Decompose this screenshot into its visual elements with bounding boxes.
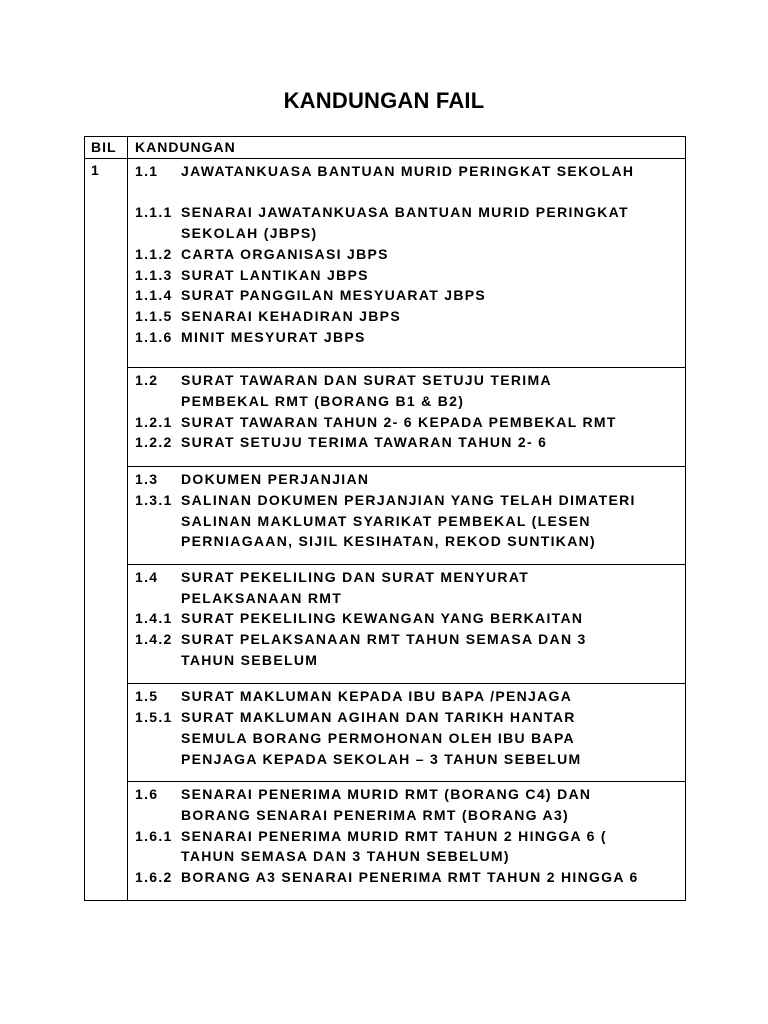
- item-number: 1.2.2: [135, 434, 173, 451]
- content-line: [128, 707, 685, 728]
- item-number: [128, 805, 181, 826]
- item-text: SEKOLAH (JBPS): [181, 225, 318, 242]
- content-line: [128, 728, 685, 749]
- header-bil: BIL: [85, 137, 128, 158]
- item-number: 1.3.1: [135, 491, 173, 508]
- content-line: [128, 826, 685, 847]
- item-text: SURAT SETUJU TERIMA TAWARAN TAHUN 2- 6: [181, 434, 548, 451]
- item-text: SENARAI JAWATANKUASA BANTUAN MURID PERINGKAT: [181, 204, 629, 221]
- item-text: PERNIAGAAN, SIJIL KESIHATAN, REKOD SUNTIKAN): [181, 533, 596, 550]
- content-section: [128, 368, 685, 467]
- content-line: [128, 244, 685, 265]
- item-text: JAWATANKUASA BANTUAN MURID PERINGKAT SEKOLAH: [181, 163, 635, 179]
- item-number: 1.5: [135, 688, 159, 705]
- item-number: 1.4.2: [135, 631, 173, 648]
- item-number: 1.6: [135, 786, 159, 803]
- item-number: [128, 511, 181, 532]
- content-line: [128, 161, 685, 182]
- item-text: CARTA ORGANISASI JBPS: [181, 245, 389, 262]
- item-number: [128, 531, 181, 552]
- header-kandungan: KANDUNGAN: [135, 139, 236, 155]
- item-text: SENARAI PENERIMA MURID RMT (BORANG C4) DAN: [181, 786, 592, 803]
- item-number: 1.1.6: [135, 328, 173, 345]
- content-line: [128, 511, 685, 532]
- item-number: 1.1.5: [135, 307, 173, 324]
- content-line: [128, 629, 685, 650]
- item-number: 1.6.2: [135, 869, 173, 886]
- item-number: [128, 588, 181, 609]
- content-line: [128, 867, 685, 888]
- item-text: SURAT TAWARAN TAHUN 2- 6 KEPADA PEMBEKAL RMT: [181, 413, 617, 430]
- content-line: [128, 567, 685, 588]
- item-text: TAHUN SEBELUM: [181, 651, 319, 668]
- content-section: [128, 565, 685, 685]
- content-line: [128, 846, 685, 867]
- item-text: SURAT TAWARAN DAN SURAT SETUJU TERIMA: [181, 372, 552, 389]
- item-number: 1.1.4: [135, 287, 173, 304]
- content-section: [128, 467, 685, 565]
- item-text: SALINAN DOKUMEN PERJANJIAN YANG TELAH DIMATERI: [181, 491, 636, 508]
- content-line: [128, 391, 685, 412]
- content-line: [128, 531, 685, 552]
- item-number: 1.6.1: [135, 827, 173, 844]
- item-number: 1.4.1: [135, 610, 173, 627]
- item-number: 1.2: [135, 372, 159, 389]
- item-number: 1.1: [135, 163, 159, 179]
- item-text: SURAT LANTIKAN JBPS: [181, 266, 369, 283]
- item-text: SURAT PELAKSANAAN RMT TAHUN SEMASA DAN 3: [181, 631, 587, 648]
- content-line: [128, 650, 685, 671]
- document-title: KANDUNGAN FAIL: [283, 88, 485, 113]
- item-text: BORANG SENARAI PENERIMA RMT (BORANG A3): [181, 806, 569, 823]
- content-line: [128, 182, 685, 203]
- item-text: SEMULA BORANG PERMOHONAN OLEH IBU BAPA: [181, 729, 575, 746]
- item-text: SURAT PEKELILING DAN SURAT MENYURAT: [181, 568, 530, 585]
- item-text: SENARAI PENERIMA MURID RMT TAHUN 2 HINGGA 6 (: [181, 827, 607, 844]
- content-line: [128, 588, 685, 609]
- content-line: [128, 412, 685, 433]
- content-line: [128, 784, 685, 805]
- content-line: [128, 285, 685, 306]
- table-body: [85, 159, 685, 900]
- item-text: SURAT PANGGILAN MESYUARAT JBPS: [181, 287, 487, 304]
- item-number: [128, 223, 181, 244]
- row-bil: 1: [85, 159, 128, 900]
- item-text: DOKUMEN PERJANJIAN: [181, 471, 370, 488]
- content-line: [128, 749, 685, 770]
- table-header-row: [85, 137, 685, 159]
- row-kandungan: [128, 159, 685, 900]
- item-number: 1.1.2: [135, 245, 173, 262]
- item-text: MINIT MESYURAT JBPS: [181, 328, 366, 345]
- content-line: [128, 265, 685, 286]
- item-number: 1.4: [135, 568, 159, 585]
- item-number: [128, 846, 181, 867]
- item-text: SALINAN MAKLUMAT SYARIKAT PEMBEKAL (LESEN: [181, 512, 591, 529]
- item-text: BORANG A3 SENARAI PENERIMA RMT TAHUN 2 HINGGA 6: [181, 869, 639, 886]
- item-text: PEMBEKAL RMT (BORANG B1 & B2): [181, 393, 465, 410]
- item-number: 1.1.1: [135, 204, 173, 221]
- item-number: 1.3: [135, 471, 159, 488]
- item-text: SURAT MAKLUMAN AGIHAN DAN TARIKH HANTAR: [181, 709, 576, 726]
- item-text: TAHUN SEMASA DAN 3 TAHUN SEBELUM): [181, 848, 510, 865]
- content-line: [128, 805, 685, 826]
- content-line: [128, 608, 685, 629]
- content-section: [128, 782, 685, 900]
- content-line: [128, 306, 685, 327]
- item-text: PELAKSANAAN RMT: [181, 589, 343, 606]
- content-line: [128, 490, 685, 511]
- content-section: [128, 159, 685, 368]
- item-number: [128, 391, 181, 412]
- content-line: [128, 202, 685, 223]
- item-text: SENARAI KEHADIRAN JBPS: [181, 307, 401, 324]
- content-line: [128, 469, 685, 490]
- item-text: SURAT MAKLUMAN KEPADA IBU BAPA /PENJAGA: [181, 688, 573, 705]
- item-text: PENJAGA KEPADA SEKOLAH – 3 TAHUN SEBELUM: [181, 750, 582, 767]
- item-number: [128, 650, 181, 671]
- content-section: [128, 684, 685, 782]
- content-line: [128, 370, 685, 391]
- item-number: [128, 749, 181, 770]
- item-number: 1.1.3: [135, 266, 173, 283]
- item-number: [128, 728, 181, 749]
- item-number: [128, 182, 181, 203]
- table-row: [85, 159, 685, 900]
- item-number: 1.5.1: [135, 709, 173, 726]
- content-line: [128, 223, 685, 244]
- content-line: [128, 327, 685, 348]
- item-number: 1.2.1: [135, 413, 173, 430]
- item-text: SURAT PEKELILING KEWANGAN YANG BERKAITAN: [181, 610, 584, 627]
- content-line: [128, 686, 685, 707]
- contents-table: [84, 136, 686, 901]
- content-line: [128, 432, 685, 453]
